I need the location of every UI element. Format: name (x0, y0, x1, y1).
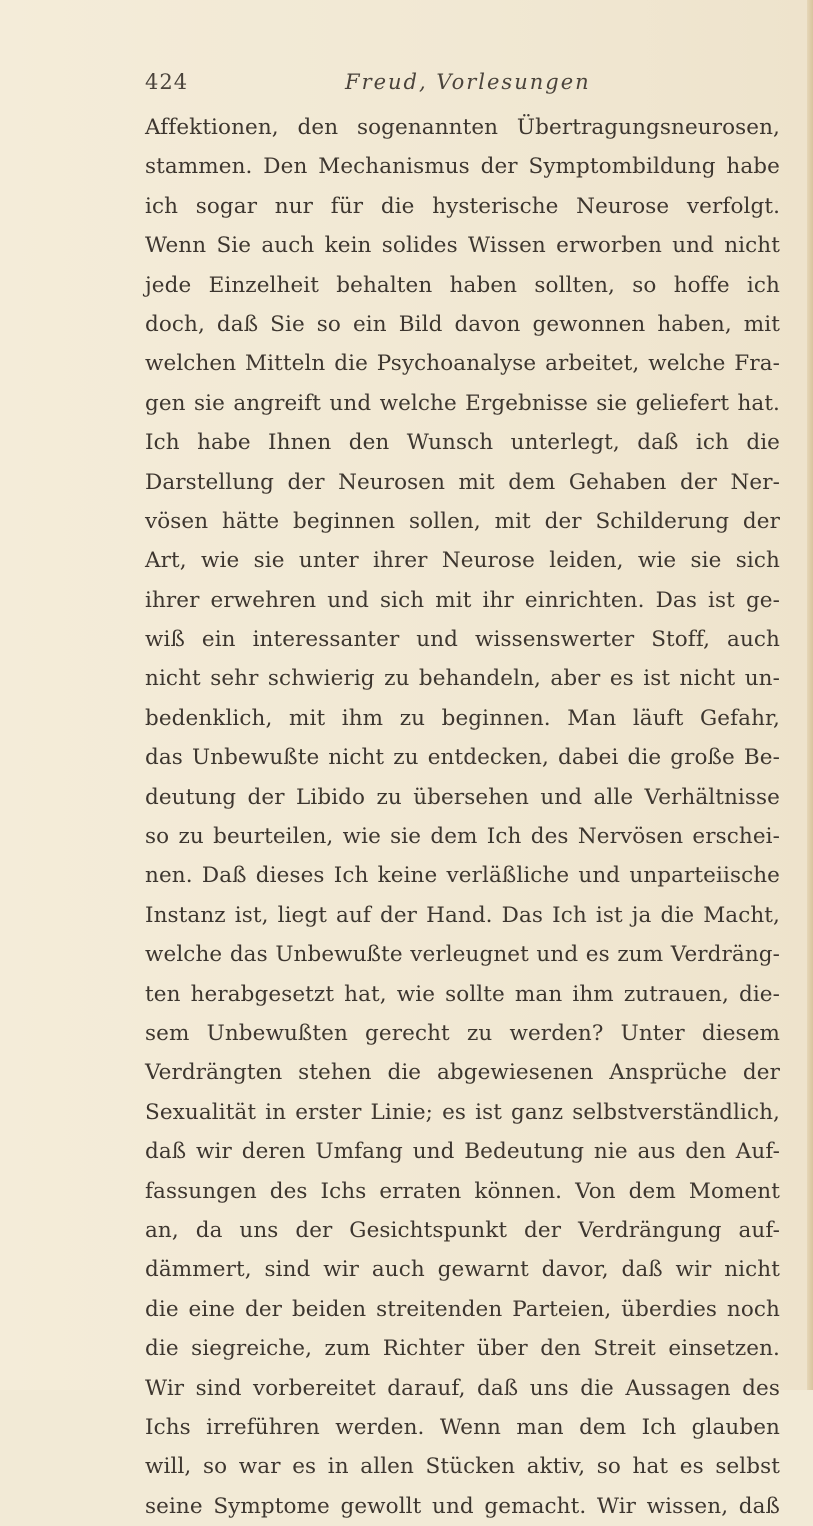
page-number: 424 (145, 70, 189, 94)
text-line: Ichs irreführen werden. Wenn man dem Ich glauben (145, 1414, 780, 1440)
text-line: bedenklich, mit ihm zu beginnen. Man läuft Gefahr, (145, 705, 780, 731)
text-line: Instanz ist, liegt auf der Hand. Das Ich ist ja die Macht, (145, 902, 780, 928)
text-line: daß wir deren Umfang und Bedeutung nie aus den Auf- (145, 1139, 780, 1165)
page-edge (807, 0, 813, 1390)
text-line: ihrer erwehren und sich mit ihr einrichten. Das ist ge- (145, 587, 780, 613)
text-line: Wenn Sie auch kein solides Wissen erworben und nicht (145, 233, 780, 259)
text-line: Darstellung der Neurosen mit dem Gehaben der Ner- (145, 469, 780, 495)
running-head: Freud, Vorlesungen (345, 70, 591, 94)
text-line: welche das Unbewußte verleugnet und es zum Verdräng- (145, 942, 780, 968)
text-line: nen. Daß dieses Ich keine verläßliche und unparteiische (145, 863, 780, 889)
text-line: will, so war es in allen Stücken aktiv, so hat es selbst (145, 1454, 780, 1480)
text-line: ich sogar nur für die hysterische Neurose verfolgt. (145, 193, 780, 219)
text-line: wiß ein interessanter und wissenswerter Stoff, auch (145, 627, 780, 653)
text-line: gen sie angreift und welche Ergebnisse sie geliefert hat. (145, 390, 780, 416)
page-header (145, 70, 775, 104)
text-line: die siegreiche, zum Richter über den Streit einsetzen. (145, 1336, 780, 1362)
text-line: sem Unbewußten gerecht zu werden? Unter diesem (145, 1020, 780, 1046)
text-line: jede Einzelheit behalten haben sollten, so hoffe ich (145, 272, 780, 298)
text-line: das Unbewußte nicht zu entdecken, dabei die große Be- (145, 745, 780, 771)
text-line: Affektionen, den sogenannten Übertragungsneurosen, (145, 115, 780, 140)
text-line: stammen. Den Mechanismus der Symptombildung habe (145, 154, 780, 180)
text-line: dämmert, sind wir auch gewarnt davor, daß wir nicht (145, 1257, 780, 1283)
text-line: doch, daß Sie so ein Bild davon gewonnen haben, mit (145, 311, 780, 337)
text-line: Verdrängten stehen die abgewiesenen Ansprüche der (145, 1060, 780, 1086)
text-line: seine Symptome gewollt und gemacht. Wir wissen, daß (145, 1493, 780, 1519)
text-line: Art, wie sie unter ihrer Neurose leiden, wie sie sich (145, 548, 780, 574)
text-line: ten herabgesetzt hat, wie sollte man ihm zutrauen, die- (145, 981, 780, 1007)
body-text (145, 108, 780, 1526)
text-line: Ich habe Ihnen den Wunsch unterlegt, daß ich die (145, 430, 780, 456)
text-line: so zu beurteilen, wie sie dem Ich des Nervösen erschei- (145, 824, 780, 850)
text-line: Wir sind vorbereitet darauf, daß uns die Aussagen des (145, 1375, 780, 1401)
text-line: an, da uns der Gesichtspunkt der Verdrängung auf- (145, 1217, 780, 1243)
text-line: nicht sehr schwierig zu behandeln, aber es ist nicht un- (145, 666, 780, 692)
text-line: deutung der Libido zu übersehen und alle Verhältnisse (145, 784, 780, 810)
text-line: vösen hätte beginnen sollen, mit der Schilderung der (145, 508, 780, 534)
text-line: fassungen des Ichs erraten können. Von dem Moment (145, 1178, 780, 1204)
text-line: die eine der beiden streitenden Parteien, überdies noch (145, 1296, 780, 1322)
text-line: Sexualität in erster Linie; es ist ganz selbstverständlich, (145, 1099, 780, 1125)
text-line: welchen Mitteln die Psychoanalyse arbeitet, welche Fra- (145, 351, 780, 377)
